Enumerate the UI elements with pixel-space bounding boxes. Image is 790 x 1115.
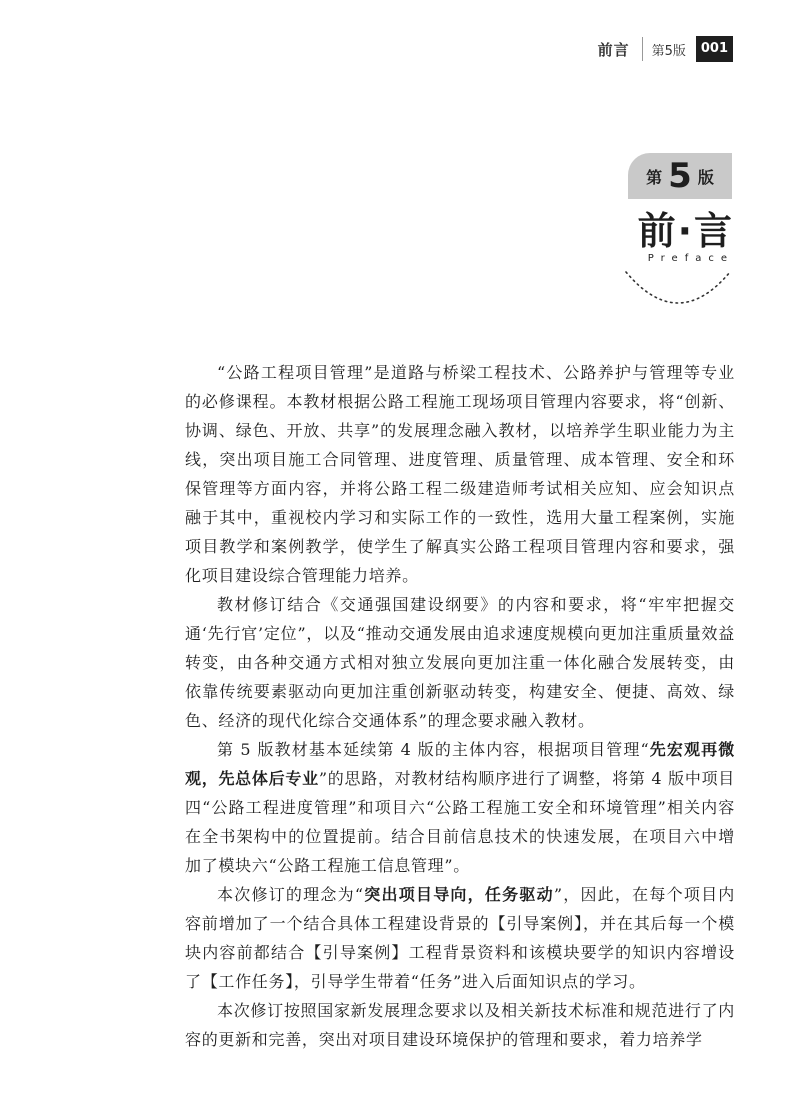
preface-body [185,358,735,1054]
paragraph-text: 教材修订结合《交通强国建设纲要》的内容和要求，将“牢牢把握交通‘先行官’定位”，以及“推动交通发展由追求速度规模向更加注重质量效益转变，由各种交通方式相对独立发展向更加注重一体化融合发展转变，由依靠传统要素驱动向更加注重创新驱动转变，构建安全、便捷、高效、绿色、经济的现代化综合交通体系”的理念要求融入教材。 [185,595,735,730]
paragraph [185,735,735,880]
edition-badge-number: 5 [668,156,692,196]
chapter-subtitle: Preface [647,253,734,264]
paragraph-text: 本次修订按照国家新发展理念要求以及相关新技术标准和规范进行了内容的更新和完善，突出对项目建设环境保护的管理和要求，着力培养学 [185,1001,735,1049]
dotted-arc-ornament [622,264,734,306]
paragraph-text: ”，因此，在每个项目内容前增加了一个结合具体工程建设背景的【引导案例】，并在其后每一个模块内容前都结合【引导案例】工程背景资料和该模块要学的知识内容增设了【工作任务】，引导学生带着“任务”进入后面知识点的学习。 [185,885,736,991]
paragraph [185,590,735,735]
edition-badge-suffix: 版 [697,167,714,187]
paragraph [185,880,735,996]
paragraph [185,358,735,590]
emphasis-text: 先宏观再微观，先总体后专业 [185,740,735,788]
paragraph [185,996,735,1054]
paragraph-text: 第 5 版教材基本延续第 4 版的主体内容，根据项目管理“ [217,740,650,759]
paragraph-text: ”的思路，对教材结构顺序进行了调整，将第 4 版中项目四“公路工程进度管理”和项目六“公路工程施工安全和环境管理”相关内容在全书架构中的位置提前。结合目前信息技术的快速发展，在项目六中增加了模块六“公路工程施工信息管理”。 [185,769,735,875]
header-edition: 第5版 [651,43,686,59]
paragraph-text: “公路工程项目管理”是道路与桥梁工程技术、公路养护与管理等专业的必修课程。本教材根据公路工程施工现场项目管理内容要求，将“创新、协调、绿色、开放、共享”的发展理念融入教材，以培养学生职业能力为主线，突出项目施工合同管理、进度管理、质量管理、成本管理、安全和环保管理等方面内容，并将公路工程二级建造师考试相关应知、应会知识点融于其中，重视校内学习和实际工作的一致性，选用大量工程案例，实施项目教学和案例教学，使学生了解真实公路工程项目管理内容和要求，强化项目建设综合管理能力培养。 [185,363,735,585]
edition-badge [628,153,732,199]
header-section-title: 前言 [597,40,630,59]
page-number: 001 [696,36,733,62]
edition-badge-prefix: 第 [646,167,663,187]
header-divider [642,37,643,61]
emphasis-text: 突出项目导向，任务驱动 [363,885,554,904]
chapter-title: 前·言 [637,209,734,253]
paragraph-text: 本次修订的理念为“ [217,885,364,904]
running-header [598,36,733,62]
